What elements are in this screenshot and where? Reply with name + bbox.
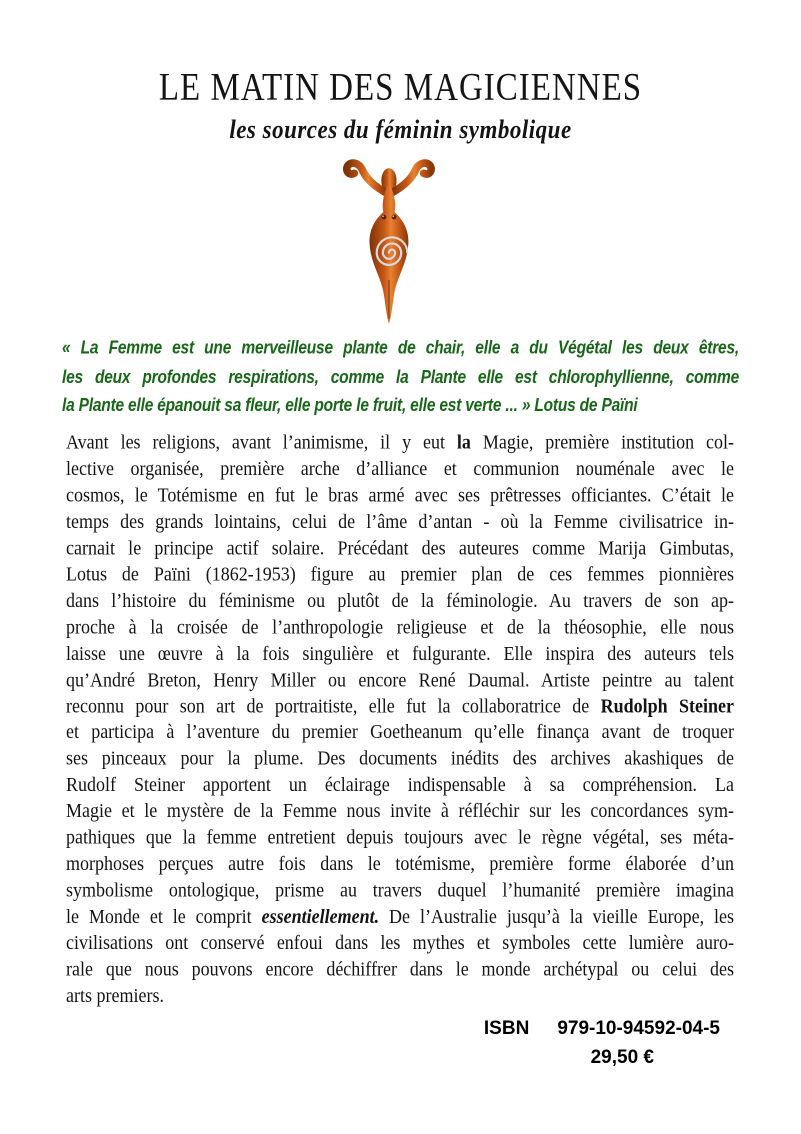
body-line: le Monde et le comprit essentiellement. De l’Australie jusqu’à la vieille Europe, les — [66, 905, 734, 928]
body-line: laisse une œuvre à la fois singulière et fulgurante. Elle inspira des auteurs tels — [66, 641, 734, 664]
body-line: dans l’histoire du féminisme ou plutôt de la féminologie. Au travers de son ap- — [66, 589, 734, 612]
body-line: symbolisme ontologique, prisme au travers duquel l’humanité première imagina — [66, 879, 734, 902]
page-subtitle: les sources du féminin symbolique — [229, 115, 572, 144]
body-line: morphoses perçues autre fois dans le totémisme, première forme élaborée d’un — [66, 852, 734, 875]
body-line: temps des grands lointains, celui de l’âme d’antan - où la Femme civilisatrice in- — [66, 510, 734, 533]
body-line: Avant les religions, avant l’animisme, il y eut la Magie, première institution col- — [66, 431, 735, 454]
isbn-line — [484, 1014, 720, 1043]
body-paragraph — [66, 430, 734, 1010]
body-line: rale que nous pouvons encore déchiffrer dans le monde archétypal ou celui des — [66, 958, 734, 981]
body-line: civilisations ont conservé enfoui dans les mythes et symboles cette lumière auro- — [66, 931, 734, 954]
body-line: lective organisée, première arche d’alliance et communion nouménale avec le — [66, 457, 734, 480]
body-line: qu’André Breton, Henry Miller ou encore René Daumal. Artiste peintre au talent — [66, 668, 734, 691]
body-line: ses pinceaux pour la plume. Des documents inédits des archives akashiques de — [66, 747, 734, 770]
isbn-number: 979-10-94592-04-5 — [557, 1018, 720, 1039]
quote-line: « La Femme est une merveilleuse plante de chair, elle a du Végétal les deux êtres, — [62, 337, 739, 359]
body-line: et participa à l’aventure du premier Goetheanum qu’elle finança avant de troquer — [66, 720, 734, 743]
isbn-block — [484, 1014, 720, 1072]
body-line: carnait le principe actif solaire. Précédant des auteures comme Marija Gimbutas, — [66, 536, 734, 559]
price: 29,50 € — [590, 1047, 654, 1068]
spiral-goddess-icon — [340, 158, 442, 328]
body-line: cosmos, le Totémisme en fut le bras armé avec ses prêtresses officiantes. C’était le — [66, 483, 734, 506]
body-line: arts premiers. — [66, 984, 164, 1007]
quote-line: la Plante elle épanouit sa fleur, elle porte le fruit, elle est verte ... » Lotus de Païni — [62, 395, 638, 416]
body-line: Rudolf Steiner apportent un éclairage indispensable à sa compréhension. La — [66, 773, 734, 796]
page-title: LE MATIN DES MAGICIENNES — [158, 66, 643, 109]
quote-line: les deux profondes respirations, comme la Plante elle est chlorophyllienne, comme — [62, 366, 739, 388]
body-line: proche à la croisée de l’anthropologie religieuse et de la théosophie, elle nous — [66, 615, 734, 638]
body-line: reconnu pour son art de portraitiste, elle fut la collaboratrice de Rudolph Steiner — [66, 694, 734, 717]
body-line: pathiques que la femme entretient depuis toujours avec le règne végétal, ses méta- — [66, 826, 734, 849]
quote-block — [62, 334, 739, 420]
isbn-label: ISBN — [483, 1018, 530, 1039]
body-line: Magie et le mystère de la Femme nous invite à réfléchir sur les concordances sym- — [66, 799, 734, 822]
goddess-figure-svg — [340, 158, 442, 328]
body-line: Lotus de Païni (1862-1953) figure au premier plan de ces femmes pionnières — [66, 562, 734, 585]
